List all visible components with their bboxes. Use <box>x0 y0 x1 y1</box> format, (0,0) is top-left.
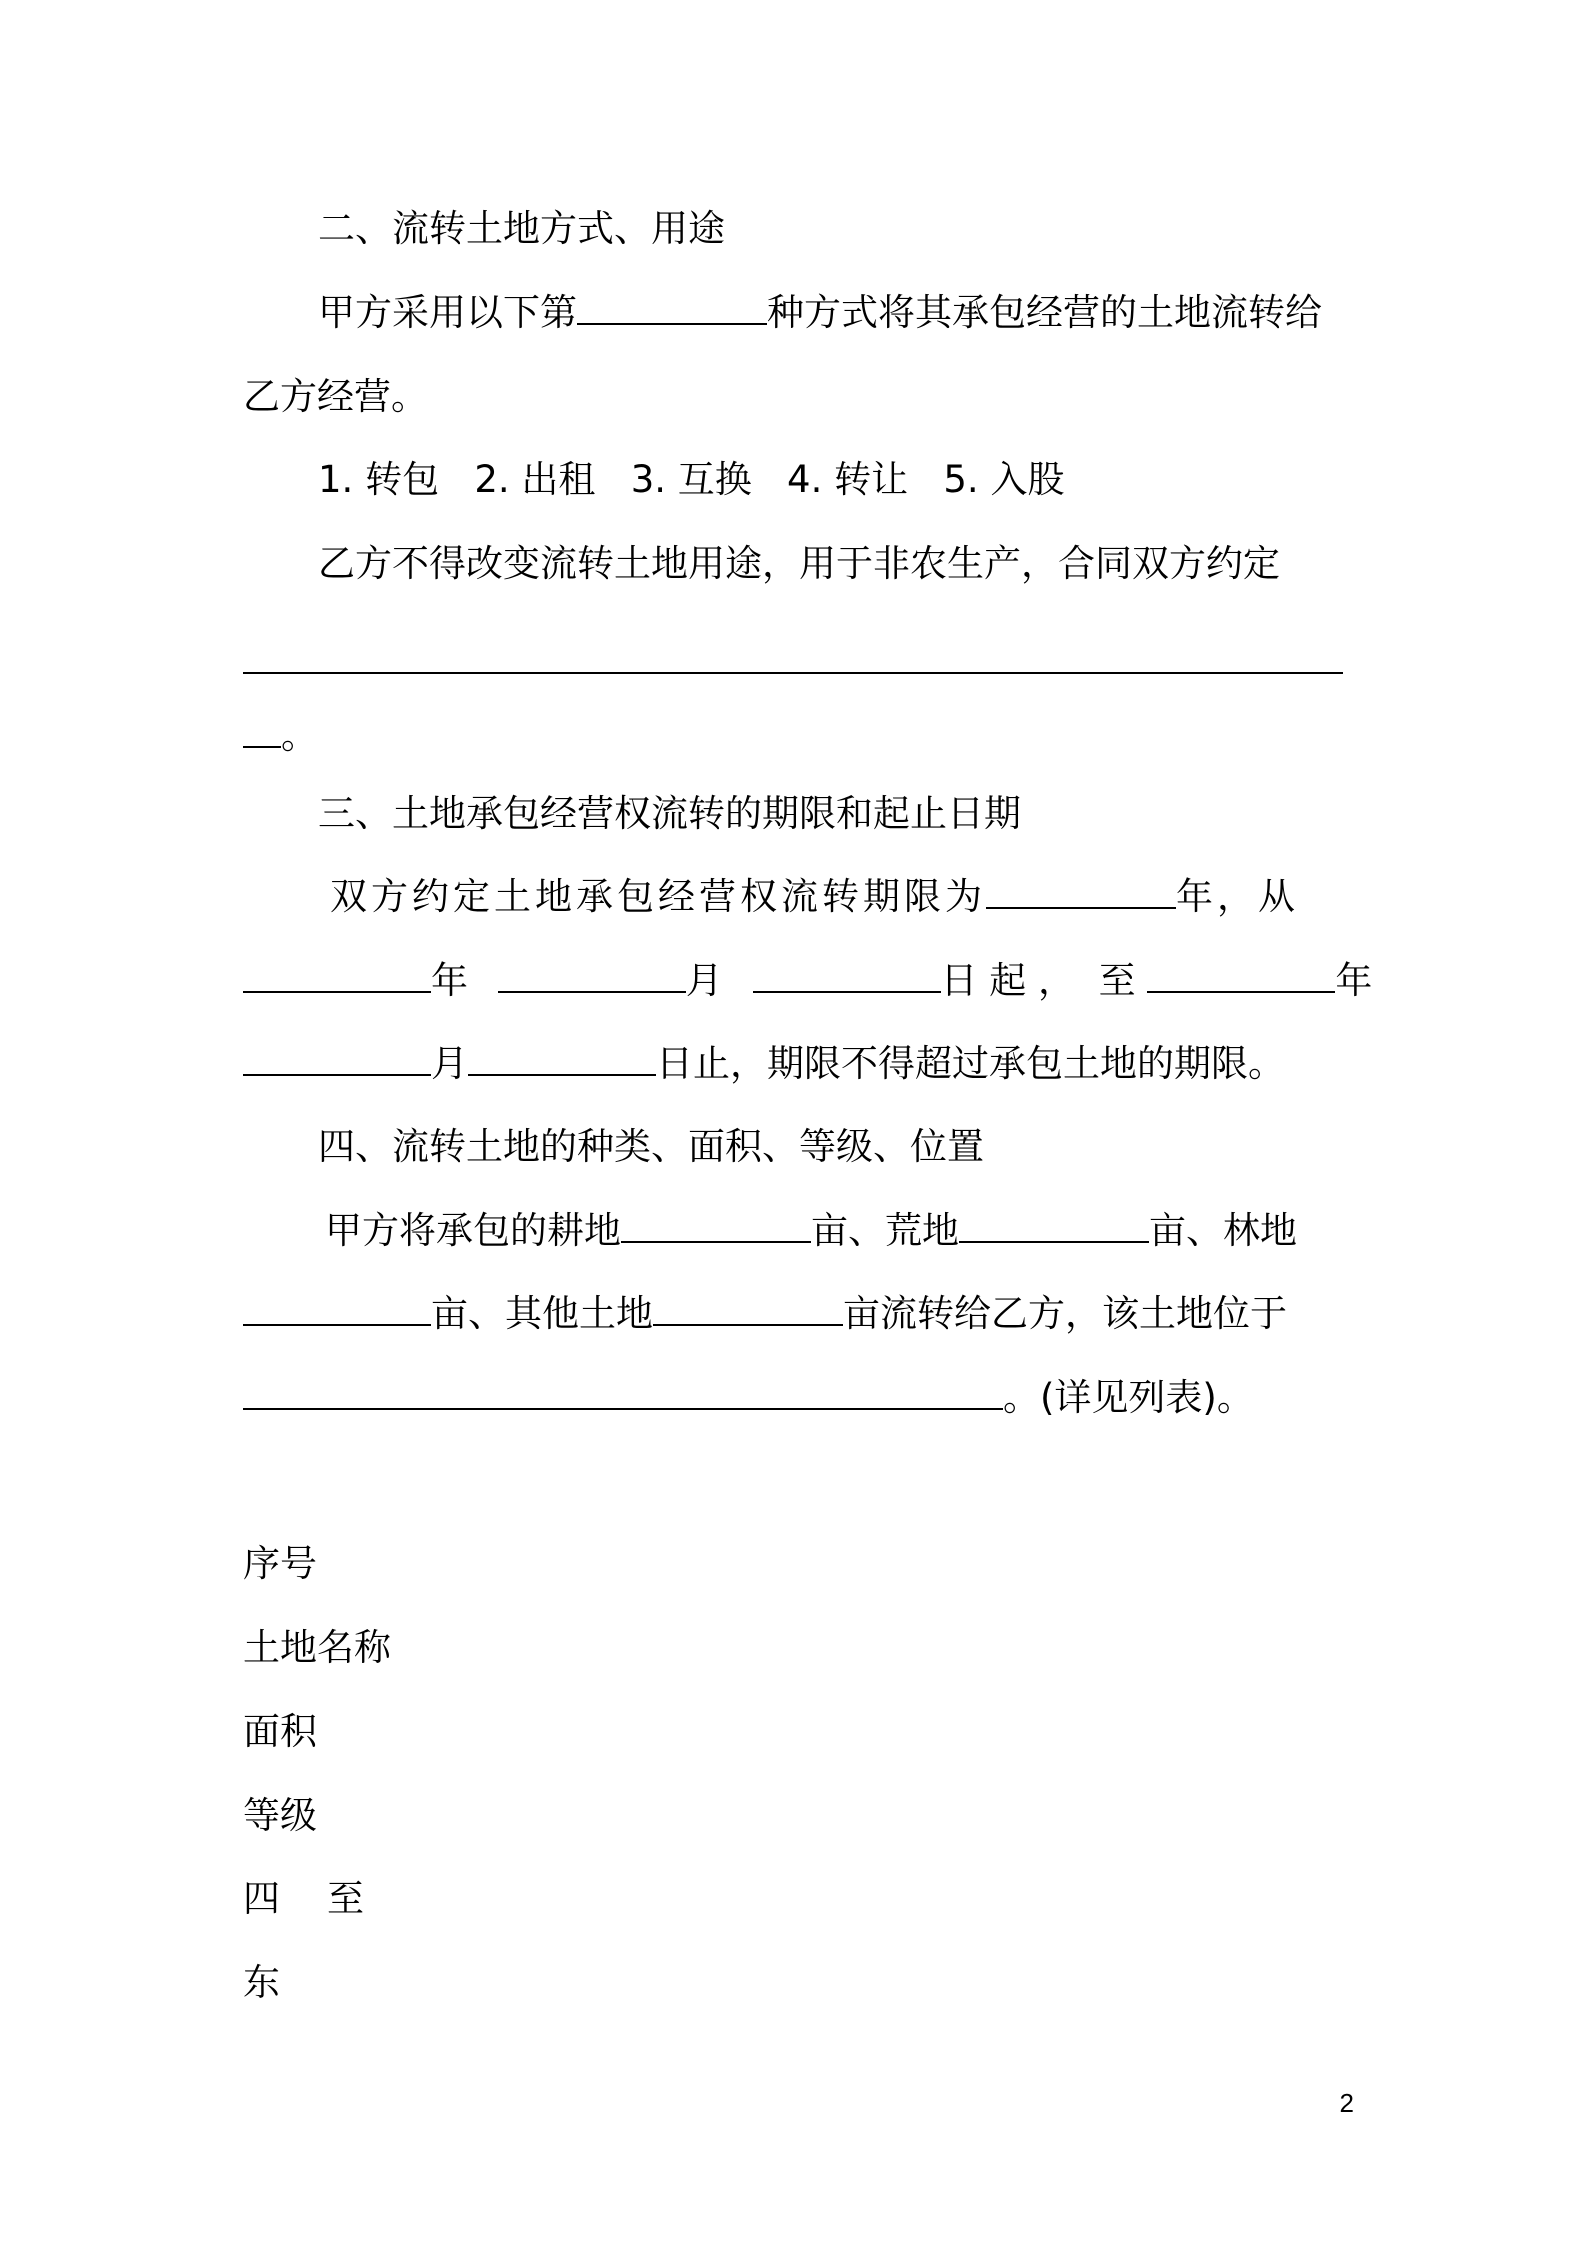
blank-field[interactable] <box>243 1290 431 1326</box>
text: 年 <box>431 959 468 1002</box>
table-label-land-name: 土地名称 <box>243 1626 391 1669</box>
paragraph-usage-end <box>243 712 318 760</box>
blank-field[interactable] <box>468 1040 656 1076</box>
text: 月 <box>685 959 723 1002</box>
paragraph-method <box>318 289 1322 337</box>
paragraph-period <box>330 873 1299 921</box>
blank-field[interactable] <box>243 712 281 748</box>
text: 日止，期限不得超过承包土地的期限。 <box>656 1042 1285 1085</box>
text: 亩、荒地 <box>811 1209 959 1252</box>
paragraph-land <box>325 1207 1297 1255</box>
text: 双方约定土地承包经营权流转期限为 <box>330 875 986 918</box>
blank-field[interactable] <box>243 1040 431 1076</box>
options-list: 1. 转包 2. 出租 3. 互换 4. 转让 5. 入股 <box>318 458 1065 501</box>
paragraph-dates <box>243 957 1372 1005</box>
blank-field[interactable] <box>1147 957 1335 993</box>
table-label-boundaries: 四 至 <box>243 1877 365 1920</box>
blank-field[interactable] <box>621 1207 811 1243</box>
blank-field[interactable] <box>653 1290 843 1326</box>
text: 亩流转给乙方，该土地位于 <box>843 1292 1287 1335</box>
text: 甲方采用以下第 <box>318 291 577 334</box>
table-label-area: 面积 <box>243 1710 317 1753</box>
blank-line-full[interactable] <box>243 672 1343 674</box>
paragraph-usage: 乙方不得改变流转土地用途，用于非农生产，合同双方约定 <box>318 542 1280 585</box>
table-label-index: 序号 <box>243 1542 317 1585</box>
paragraph-land-cont <box>243 1290 1287 1338</box>
section-heading-2: 二、流转土地方式、用途 <box>318 207 725 250</box>
paragraph-method-cont: 乙方经营。 <box>243 375 428 418</box>
text: 甲方将承包的耕地 <box>325 1209 621 1252</box>
text: 日 起 ， 至 <box>940 959 1136 1002</box>
blank-field[interactable] <box>577 289 767 325</box>
text: 。 <box>281 714 318 757</box>
blank-field[interactable] <box>243 1374 1003 1410</box>
text: 年 <box>1335 959 1373 1002</box>
text: 亩、其他土地 <box>431 1292 653 1335</box>
table-label-grade: 等级 <box>243 1794 317 1837</box>
blank-field[interactable] <box>959 1207 1149 1243</box>
text: 月 <box>431 1042 468 1085</box>
blank-field[interactable] <box>753 957 941 993</box>
blank-field[interactable] <box>243 957 431 993</box>
section-heading-4: 四、流转土地的种类、面积、等级、位置 <box>318 1125 984 1168</box>
text: 亩、林地 <box>1149 1209 1297 1252</box>
paragraph-land-location <box>243 1374 1254 1422</box>
blank-field[interactable] <box>498 957 686 993</box>
section-heading-3: 三、土地承包经营权流转的期限和起止日期 <box>318 792 1021 835</box>
text: 。(详见列表)。 <box>1003 1376 1254 1419</box>
page-number: 2 <box>1339 2088 1354 2118</box>
table-label-east: 东 <box>243 1961 280 2004</box>
blank-field[interactable] <box>986 873 1176 909</box>
text: 种方式将其承包经营的土地流转给 <box>767 291 1322 334</box>
text: 年，从 <box>1176 875 1299 918</box>
paragraph-dates-end <box>243 1040 1285 1088</box>
